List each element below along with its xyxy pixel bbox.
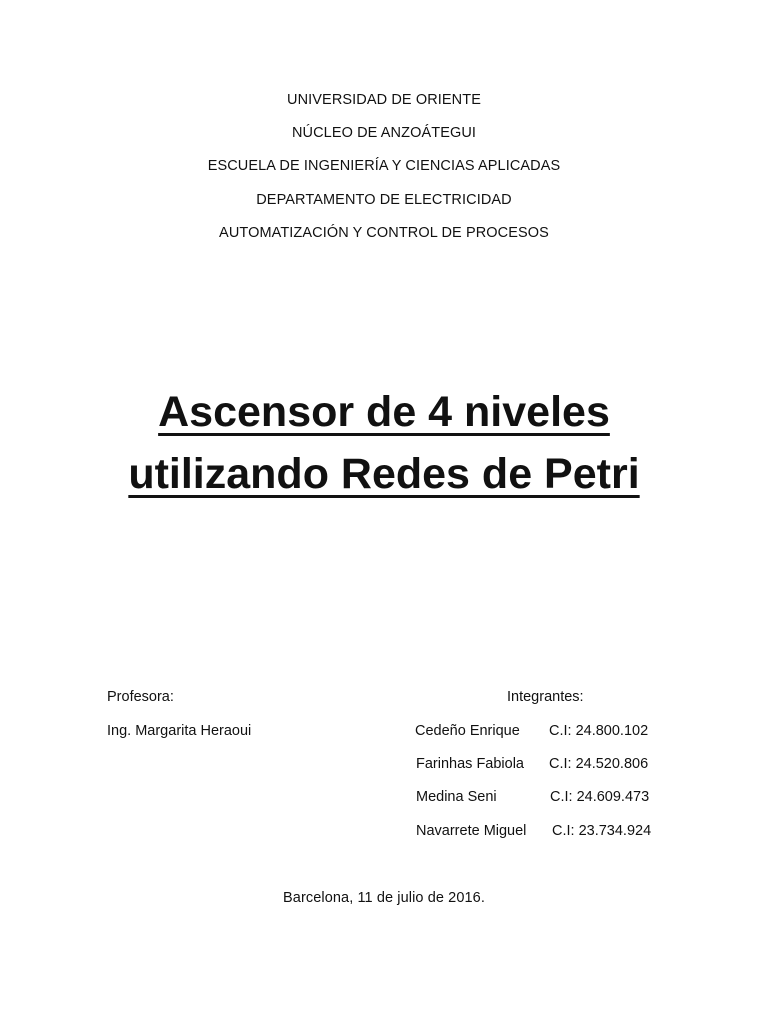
member-name: Cedeño Enrique <box>415 723 520 739</box>
member-ci: C.I: 24.609.473 <box>550 789 650 805</box>
document-title-line-1: Ascensor de 4 niveles <box>158 388 610 436</box>
university-name: UNIVERSIDAD DE ORIENTE <box>287 92 481 108</box>
member-ci: C.I: 24.800.102 <box>549 723 649 739</box>
place-and-date: Barcelona, 11 de julio de 2016. <box>283 890 485 906</box>
document-title-line-2: utilizando Redes de Petri <box>128 450 640 498</box>
member-ci: C.I: 23.734.924 <box>552 823 652 839</box>
professor-name: Ing. Margarita Heraoui <box>107 723 252 739</box>
school-name: ESCUELA DE INGENIERÍA Y CIENCIAS APLICADAS <box>207 158 561 174</box>
members-label: Integrantes: <box>507 689 584 705</box>
member-name: Medina Seni <box>416 789 497 805</box>
department-name: DEPARTAMENTO DE ELECTRICIDAD <box>256 192 512 208</box>
member-name: Navarrete Miguel <box>416 823 527 839</box>
professor-label: Profesora: <box>107 689 174 705</box>
member-name: Farinhas Fabiola <box>416 756 524 772</box>
campus-name: NÚCLEO DE ANZOÁTEGUI <box>291 125 477 141</box>
member-ci: C.I: 24.520.806 <box>549 756 649 772</box>
course-name: AUTOMATIZACIÓN Y CONTROL DE PROCESOS <box>219 225 549 241</box>
